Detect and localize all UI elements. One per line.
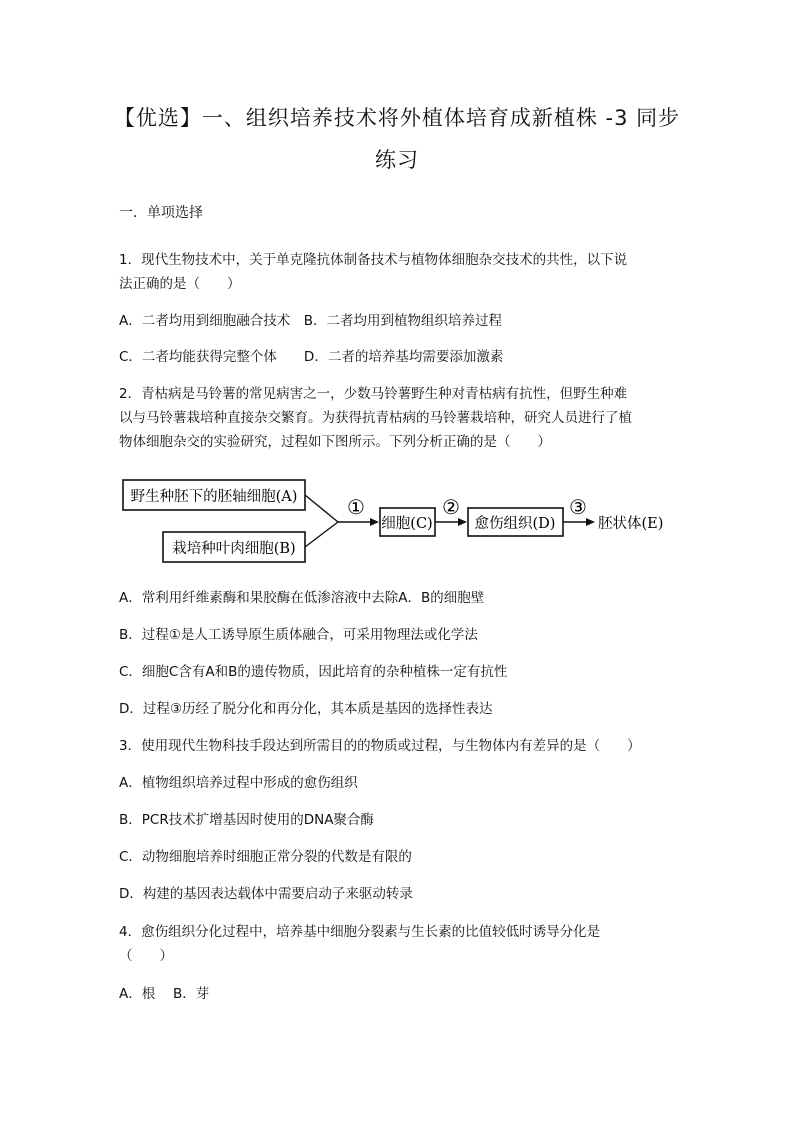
arrow-2-head <box>458 518 467 526</box>
box-b-label: 栽培种叶肉细胞(B) <box>172 541 296 557</box>
q4-stem-line-2: （ ） <box>119 948 173 964</box>
q2-option-c: C．细胞C含有A和B的遗传物质，因此培育的杂种植株一定有抗性 <box>119 664 508 680</box>
q2-option-b: B．过程①是人工诱导原生质体融合，可采用物理法或化学法 <box>119 627 478 643</box>
connector-b <box>305 522 338 547</box>
box-c-label: 细胞(C) <box>381 516 433 532</box>
q4-options: A．根 B．芽 <box>119 986 210 1002</box>
q2-stem-line-3: 物体细胞杂交的实验研究，过程如下图所示。下列分析正确的是（ ） <box>119 434 551 450</box>
q1-stem-line-1: 1．现代生物技术中，关于单克隆抗体制备技术与植物体细胞杂交技术的共性，以下说 <box>119 252 628 268</box>
q2-stem-line-1: 2．青枯病是马铃薯的常见病害之一，少数马铃薯野生种对青枯病有抗性，但野生种难 <box>119 386 628 402</box>
arrow-3-head <box>586 518 595 526</box>
q4-stem-line-1: 4．愈伤组织分化过程中，培养基中细胞分裂素与生长素的比值较低时诱导分化是 <box>119 924 601 940</box>
q1-stem-line-2: 法正确的是（ ） <box>119 276 241 292</box>
arrow-1-head <box>370 518 379 526</box>
document-title-line-2: 练习 <box>375 148 419 172</box>
section-heading: 一．单项选择 <box>119 205 203 221</box>
box-a-label: 野生种胚下的胚轴细胞(A) <box>130 489 298 505</box>
q2-option-a: A．常利用纤维素酶和果胶酶在低渗溶液中去除A．B的细胞壁 <box>119 590 485 606</box>
q1-options-line-2: C．二者均能获得完整个体 D．二者的培养基均需要添加激素 <box>119 349 504 365</box>
q3-option-b: B．PCR技术扩增基因时使用的DNA聚合酶 <box>119 812 374 828</box>
q3-stem: 3．使用现代生物科技手段达到所需目的的物质或过程，与生物体内有差异的是（ ） <box>119 738 641 754</box>
connector-a <box>305 495 338 522</box>
q2-stem-line-2: 以与马铃薯栽培种直接杂交繁育。为获得抗青枯病的马铃薯栽培种，研究人员进行了植 <box>119 410 632 426</box>
step-3-label: ③ <box>569 495 587 519</box>
step-1-label: ① <box>347 495 365 519</box>
document-title-line-1: 【优选】一、组织培养技术将外植体培育成新植株 -3 同步 <box>113 106 681 130</box>
q3-option-c: C．动物细胞培养时细胞正常分裂的代数是有限的 <box>119 849 412 865</box>
q2-process-diagram <box>118 470 678 570</box>
end-e-label: 胚状体(E) <box>598 516 664 532</box>
box-d-label: 愈伤组织(D) <box>474 516 556 532</box>
q3-option-a: A．植物组织培养过程中形成的愈伤组织 <box>119 775 358 791</box>
q1-options-line-1: A．二者均用到细胞融合技术 B．二者均用到植物组织培养过程 <box>119 313 502 329</box>
q3-option-d: D．构建的基因表达载体中需要启动子来驱动转录 <box>119 886 413 902</box>
q2-option-d: D．过程③历经了脱分化和再分化，其本质是基因的选择性表达 <box>119 701 493 717</box>
step-2-label: ② <box>442 495 460 519</box>
